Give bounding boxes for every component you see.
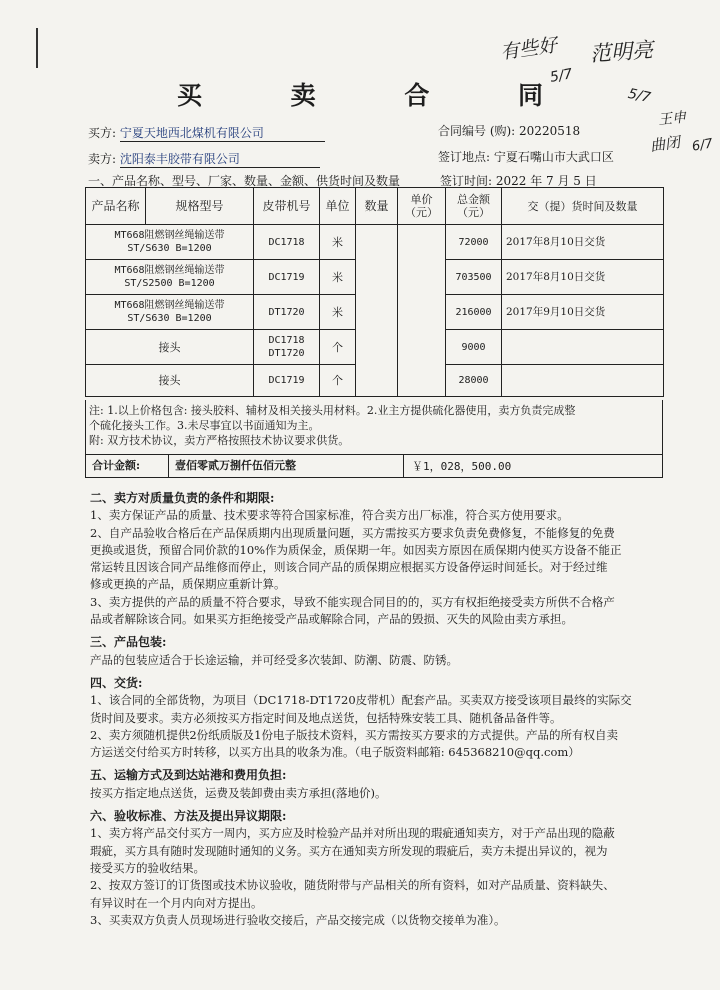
clause-line: 产品的包装应适合于长途运输，并可经受多次装卸、防潮、防震、防锈。	[90, 652, 458, 667]
unit-cell: 个	[320, 330, 356, 365]
clause-line: 品或者解除该合同。如果买方拒绝接受产品或解除合同，产品的毁损、灭失的风险由卖方承担。	[90, 612, 573, 627]
contract-number: 合同编号 (购): 20220518	[438, 124, 581, 138]
clause-line: 常运转且因该合同产品维修而停止，则该合同产品的质保期应根据买方设备停运时间延长。对于经过维	[90, 560, 608, 575]
unit-price-cell	[398, 225, 446, 397]
clause-line: 修或更换的产品，质保期应重新计算。	[90, 577, 286, 592]
section	[90, 490, 670, 628]
clause-line: 3、买卖双方负责人员现场进行验收交接后，产品交接完成（以货物交接单为准）。	[90, 912, 506, 927]
spec-cell: 接头	[86, 365, 254, 397]
seller-line	[88, 150, 320, 168]
section-heading: 六、验收标准、方法及提出异议期限:	[90, 809, 287, 824]
table-notes	[85, 400, 663, 478]
unit-cell: 米	[320, 225, 356, 260]
section-1-title: 一、产品名称、型号、厂家、数量、金额、供货时间及数量	[88, 174, 401, 188]
buyer-line	[88, 124, 325, 142]
total-label: 合计金额:	[86, 455, 169, 477]
clause-line: 2、卖方须随机提供2份纸质版及1份电子版技术资料，买方需按买方要求的方式提供。产品的所有权自卖	[90, 727, 618, 742]
spec-cell: 接头	[86, 330, 254, 365]
clause-line: 1、该合同的全部货物，为项目（DC1718-DT1720皮带机）配套产品。买卖双方接受该项目最终的实际交	[90, 693, 632, 708]
handwriting-line: 5/7	[548, 66, 574, 86]
handwriting-line: 有些好	[498, 34, 559, 64]
spec-cell	[86, 225, 254, 260]
machine-line: DT1720	[268, 348, 305, 359]
table-header-row	[86, 188, 664, 225]
table-row	[86, 225, 664, 260]
handwriting-line: 王申	[657, 109, 687, 129]
clause-line: 1、卖方将产品交付买方一周内，买方应及时检验产品并对所出现的瑕疵通知卖方，对于产品出现的隐蔽	[90, 826, 615, 841]
clause-line: 3、卖方提供的产品的质量不符合要求，导致不能实现合同目的的，买方有权拒绝接受卖方所供不合格产	[90, 594, 615, 609]
handwriting-line: 范明亮	[589, 37, 654, 67]
clause-line: 1、卖方保证产品的质量、技术要求等符合国家标准，符合卖方出厂标准，符合买方使用要求。	[90, 508, 569, 523]
document-title: 买 卖 合 同	[176, 81, 584, 110]
header-cell: 交（提）货时间及数量	[502, 188, 664, 225]
amount-cell: 72000	[446, 225, 502, 260]
unit-cell: 米	[320, 260, 356, 295]
delivery-cell: 2017年8月10日交货	[502, 225, 664, 260]
machine-line: DC1718	[268, 335, 305, 346]
machine-cell: DC1719	[254, 260, 320, 295]
items-table	[85, 187, 664, 397]
machine-cell	[254, 330, 320, 365]
amount-cell: 28000	[446, 365, 502, 397]
section-heading: 五、运输方式及到达站港和费用负担:	[90, 768, 287, 783]
clause-line: 2、按双方签订的订货图或技术协议验收，随货附带与产品相关的所有资料，如对产品质量、资料缺失、	[90, 878, 615, 893]
spec-line: ST/S630 B=1200	[127, 313, 212, 324]
delivery-cell	[502, 365, 664, 397]
section-heading: 二、卖方对质量负责的条件和期限:	[90, 491, 275, 505]
clause-line: 按买方指定地点送货，运费及装卸费由卖方承担(落地价)。	[90, 785, 387, 800]
machine-cell: DC1719	[254, 365, 320, 397]
header-cell: 总金额（元）	[446, 188, 502, 225]
spec-cell	[86, 260, 254, 295]
header-cell: 规格型号	[146, 188, 254, 225]
machine-cell: DC1718	[254, 225, 320, 260]
spec-line: MT668阻燃钢丝绳输送带	[114, 300, 225, 311]
contract-clauses	[90, 490, 670, 929]
header-cell: 产品名称	[86, 188, 146, 225]
spec-line: MT668阻燃钢丝绳输送带	[114, 265, 225, 276]
clause-line: 瑕疵，买方具有随时发现随时通知的义务。买方在通知卖方所发现的瑕疵后，卖方未提出异议的，视为	[90, 843, 608, 858]
sign-place: 签订地点: 宁夏石嘴山市大武口区	[438, 150, 614, 164]
section	[90, 808, 670, 929]
spec-cell	[86, 295, 254, 330]
machine-cell: DT1720	[254, 295, 320, 330]
clause-line: 2、自产品验收合格后在产品保质期内出现质量问题，买方需按买方要求负责免费修复，不能修复的免费	[90, 525, 615, 540]
note-line: 注: 1.以上价格包含: 接头胶料、辅材及相关接头用材料。2.业主方提供硫化器使用，卖方负责完成整	[89, 404, 576, 417]
section	[90, 767, 670, 802]
delivery-cell	[502, 330, 664, 365]
clause-line: 方运送交付给买方时转移，以买方出具的收条为准。（电子版资料邮箱: 645368210@qq.com）	[90, 745, 580, 760]
spec-line: ST/S630 B=1200	[127, 243, 212, 254]
total-row	[86, 454, 662, 477]
handwriting-line: 5/7	[626, 85, 652, 107]
header-cell: 单位	[320, 188, 356, 225]
clause-line: 接受买方的验收结果。	[90, 860, 205, 875]
amount-cell: 9000	[446, 330, 502, 365]
seller-label: 卖方:	[88, 152, 117, 166]
amount-cell: 216000	[446, 295, 502, 330]
seller-name: 沈阳泰丰胶带有限公司	[120, 150, 320, 168]
header-cell: 数量	[356, 188, 398, 225]
clause-line: 有异议时在一个月内向对方提出。	[90, 895, 263, 910]
section	[90, 675, 670, 761]
buyer-name: 宁夏天地西北煤机有限公司	[120, 124, 325, 142]
sign-time: 签订时间: 2022 年 7 月 5 日	[440, 174, 597, 188]
amount-cell: 703500	[446, 260, 502, 295]
scan-edge-line	[36, 28, 38, 68]
header-cell: 皮带机号	[254, 188, 320, 225]
total-words: 壹佰零贰万捌仟伍佰元整	[169, 455, 404, 477]
section	[90, 634, 670, 669]
handwriting-line: 6/7	[690, 136, 715, 155]
buyer-label: 买方:	[88, 126, 117, 140]
note-line: 个硫化接头工作。3.未尽事宜以书面通知为主。	[89, 419, 320, 432]
spec-line: MT668阻燃钢丝绳输送带	[114, 230, 225, 241]
handwriting-line: 曲闭	[648, 132, 682, 155]
header-cell: 单价（元）	[398, 188, 446, 225]
spec-line: ST/S2500 B=1200	[124, 278, 215, 289]
clause-line: 货时间及要求。卖方必须按买方指定时间及地点送货，包括特殊安装工具、随机备品备件等。	[90, 710, 562, 725]
total-number: ￥1，028，500.00	[412, 459, 512, 473]
note-line: 附: 双方技术协议，卖方严格按照技术协议要求供货。	[89, 434, 350, 447]
unit-cell: 米	[320, 295, 356, 330]
section-heading: 四、交货:	[90, 675, 143, 690]
quantity-cell	[356, 225, 398, 397]
section-heading: 三、产品包装:	[90, 635, 167, 650]
clause-line: 更换或退货，预留合同价款的10%作为质保金，质保期一年。如因卖方原因在质保期内使买方设备不能正	[90, 542, 622, 557]
delivery-cell: 2017年8月10日交货	[502, 260, 664, 295]
delivery-cell: 2017年9月10日交货	[502, 295, 664, 330]
unit-cell: 个	[320, 365, 356, 397]
